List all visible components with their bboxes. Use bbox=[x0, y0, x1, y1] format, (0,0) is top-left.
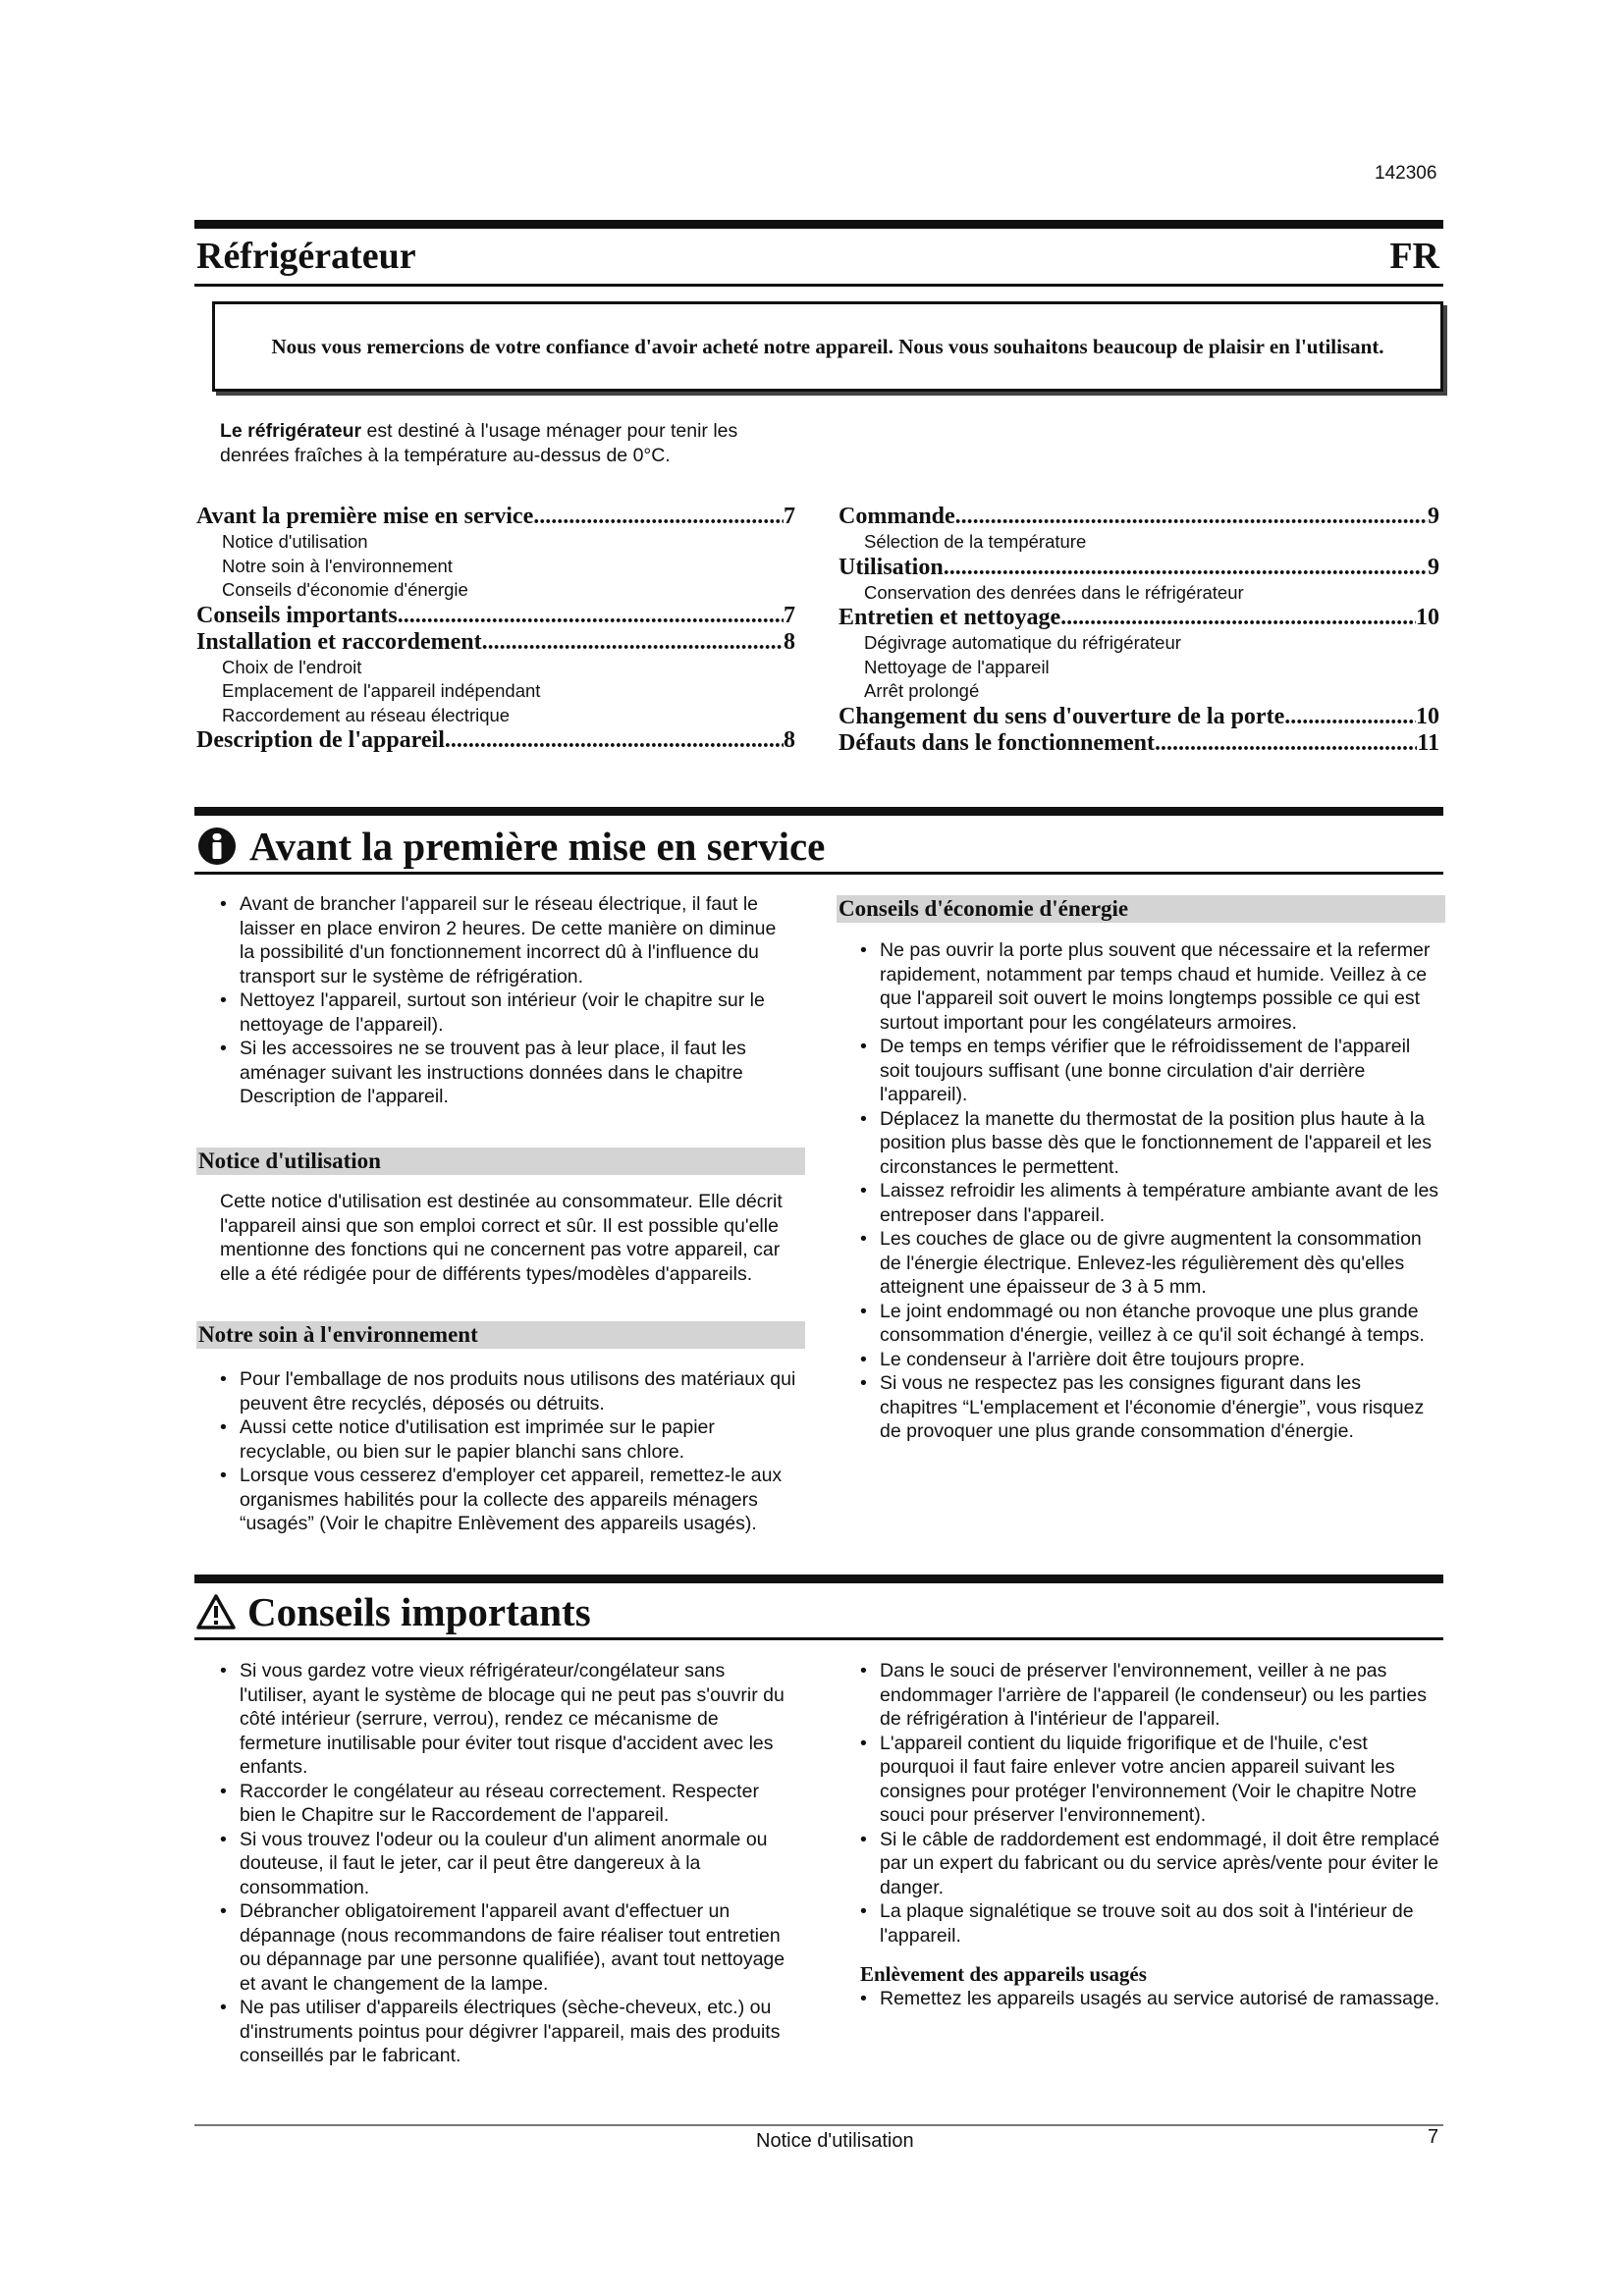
footer-rule bbox=[194, 2124, 1443, 2126]
section1-heading bbox=[196, 823, 825, 870]
list-item: • Raccorder le congélateur au réseau correctement. Respecter bien le Chapitre sur le Raccordement de l'appareil. bbox=[218, 1780, 795, 1828]
toc-subentry: Raccordement au réseau électrique bbox=[222, 704, 511, 725]
section1-underline bbox=[194, 872, 1443, 875]
section2-right-bullets bbox=[858, 1659, 1443, 1948]
toc-subentry: Arrêt prolongé bbox=[864, 680, 980, 701]
toc-page-number: 10 bbox=[1416, 605, 1439, 630]
list-item: • Si vous gardez votre vieux réfrigérateur/congélateur sans l'utiliser, ayant le système de blocage qui ne peut pas s'ouvrir du côté intérieur (serrure, verrou), rendez ce mécanisme de fermeture inutilisable pour éviter tout risque d'accident avec les enfants. bbox=[218, 1659, 795, 1780]
toc-entry-label: Avant la première mise en service bbox=[196, 504, 534, 529]
toc-subentry: Sélection de la température bbox=[864, 531, 1087, 552]
footer-label: Notice d'utilisation bbox=[756, 2130, 914, 2152]
toc-leader-dots bbox=[398, 603, 784, 629]
section2-rule bbox=[194, 1575, 1443, 1583]
removal-heading: Enlèvement des appareils usagés bbox=[860, 1962, 1147, 1986]
list-item: • Débrancher obligatoirement l'appareil avant d'effectuer un dépannage (nous recommandons de faire réaliser tout entretien ou dépannage par une personne qualifiée), avant tout nettoyage et avant le changement de la lampe. bbox=[218, 1899, 795, 1996]
toc-subentry: Notre soin à l'environnement bbox=[222, 555, 453, 576]
toc-entry-label: Défauts dans le fonctionnement bbox=[839, 729, 1155, 756]
toc-page-number: 11 bbox=[1417, 729, 1439, 756]
info-icon bbox=[196, 826, 238, 867]
energy-column bbox=[858, 938, 1443, 1444]
toc-leader-dots bbox=[955, 504, 1428, 530]
section1-title: Avant la première mise en service bbox=[249, 824, 826, 869]
toc-page-number: 8 bbox=[784, 628, 795, 655]
top-rule bbox=[194, 220, 1443, 229]
thanks-text: Nous vous remercions de votre confiance d'avoir acheté notre appareil. Nous vous souhaitons beaucoup de plaisir en l'utilisant. bbox=[271, 334, 1384, 358]
toc-leader-dots bbox=[1284, 704, 1416, 730]
title-row bbox=[196, 234, 1439, 279]
toc-page-number: 10 bbox=[1416, 703, 1439, 729]
intro-paragraph bbox=[220, 419, 809, 468]
toc-entry-label: Commande bbox=[839, 504, 955, 529]
toc-entry bbox=[839, 730, 1439, 757]
document-number: 142306 bbox=[1375, 163, 1437, 184]
toc-subentry: Conseils d'économie d'énergie bbox=[222, 579, 468, 600]
toc-entry bbox=[196, 727, 795, 754]
title-underline bbox=[194, 284, 1443, 287]
energy-bullets bbox=[858, 938, 1443, 1444]
removal-bullets bbox=[858, 1987, 1443, 2011]
list-item: • Avant de brancher l'appareil sur le réseau électrique, il faut le laisser en place environ 2 heures. De cette manière on diminue la possibilité d'un fonctionnement incorrect dû à l'influence du transport sur le système de réfrigération. bbox=[218, 892, 793, 988]
intro-bold: Le réfrigérateur bbox=[220, 420, 362, 442]
toc-entry-label: Conseils importants bbox=[196, 602, 398, 628]
intro-rest: est destiné à l'usage ménager pour tenir les denrées fraîches à la température au-dessus de 0°C. bbox=[220, 420, 738, 466]
list-item: • La plaque signalétique se trouve soit au dos soit à l'intérieur de l'appareil. bbox=[858, 1899, 1443, 1948]
toc-subentry: Notice d'utilisation bbox=[222, 531, 368, 552]
toc-leader-dots bbox=[533, 504, 784, 530]
section1-rule bbox=[194, 807, 1443, 816]
toc-page-number: 7 bbox=[784, 602, 795, 628]
toc-subentry: Choix de l'endroit bbox=[222, 656, 362, 677]
list-item: • Les couches de glace ou de givre augmentent la consommation de l'énergie électrique. Enlevez-les régulièrement dès qu'elles atteignent une épaisseur de 3 à 5 mm. bbox=[858, 1227, 1443, 1300]
toc-entry-label: Changement du sens d'ouverture de la porte bbox=[839, 703, 1285, 729]
toc-entry-label: Description de l'appareil bbox=[196, 727, 445, 753]
toc-page-number: 8 bbox=[784, 727, 795, 753]
list-item: • L'appareil contient du liquide frigorifique et de l'huile, c'est pourquoi il faut faire enlever votre ancien appareil suivant les consignes pour protéger l'environnement (Voir le chapitre Notre souci pour préserver l'environnement). bbox=[858, 1732, 1443, 1828]
section2-title: Conseils importants bbox=[247, 1589, 591, 1634]
toc-page-number: 9 bbox=[1428, 504, 1439, 529]
list-item: • Ne pas ouvrir la porte plus souvent que nécessaire et la refermer rapidement, notamment par temps chaud et humide. Veillez à ce que l'appareil soit ouvert le moins longtemps possible ce qui est surtout important pour les congélateurs armoires. bbox=[858, 938, 1443, 1035]
toc-entry bbox=[839, 504, 1439, 530]
toc-leader-dots bbox=[445, 727, 784, 754]
environment-bullets bbox=[218, 1367, 797, 1536]
list-item: • Pour l'emballage de nos produits nous utilisons des matériaux qui peuvent être recyclés, déposés ou détruits. bbox=[218, 1367, 797, 1415]
toc-leader-dots bbox=[1060, 605, 1416, 631]
toc-entry bbox=[839, 704, 1439, 730]
list-item: • Ne pas utiliser d'appareils électriques (sèche-cheveux, etc.) ou d'instruments pointus pour dégivrer l'appareil, mais des produits conseillés par le fabricant. bbox=[218, 1996, 795, 2068]
list-item: • Laissez refroidir les aliments à température ambiante avant de les entreposer dans l'appareil. bbox=[858, 1179, 1443, 1227]
section2-left-bullets bbox=[218, 1659, 795, 2068]
list-item: • Remettez les appareils usagés au service autorisé de ramassage. bbox=[858, 1987, 1443, 2011]
list-item: • Nettoyez l'appareil, surtout son intérieur (voir le chapitre sur le nettoyage de l'appareil). bbox=[218, 988, 793, 1037]
toc-entry bbox=[196, 504, 795, 530]
section2-underline bbox=[194, 1637, 1443, 1640]
toc-entry bbox=[196, 629, 795, 656]
section1-bullets bbox=[218, 892, 793, 1109]
toc-subentry: Nettoyage de l'appareil bbox=[864, 656, 1050, 677]
section1-left-column bbox=[218, 892, 793, 1109]
list-item: • Le condenseur à l'arrière doit être toujours propre. bbox=[858, 1348, 1443, 1372]
toc-entry bbox=[839, 605, 1439, 631]
page-title: Réfrigérateur bbox=[196, 236, 416, 277]
environment-subheading: Notre soin à l'environnement bbox=[196, 1321, 805, 1349]
toc-leader-dots bbox=[482, 629, 784, 656]
toc-subentry: Dégivrage automatique du réfrigérateur bbox=[864, 632, 1181, 653]
toc-entry-label: Installation et raccordement bbox=[196, 628, 482, 655]
notice-paragraph: Cette notice d'utilisation est destinée au consommateur. Elle décrit l'appareil ainsi que son emploi correct et sûr. Il est possible qu'elle mentionne des fonctions qui ne concernent pas votre appareil, car elle a été rédigée pour de différents types/modèles d'appareils. bbox=[220, 1191, 783, 1285]
toc-entry bbox=[839, 555, 1439, 581]
toc-subentry: Emplacement de l'appareil indépendant bbox=[222, 680, 541, 701]
thanks-box bbox=[212, 301, 1443, 392]
energy-subheading: Conseils d'économie d'énergie bbox=[837, 895, 1445, 923]
toc-entry-label: Entretien et nettoyage bbox=[839, 605, 1061, 630]
list-item: • Lorsque vous cesserez d'employer cet appareil, remettez-le aux organismes habilités pour la collecte des appareils ménagers “usagés” (Voir le chapitre Enlèvement des appareils usagés). bbox=[218, 1464, 797, 1536]
list-item: • Dans le souci de préserver l'environnement, veiller à ne pas endommager l'arrière de l'appareil (le condenseur) ou les parties de réfrigération à l'intérieur de l'appareil. bbox=[858, 1659, 1443, 1732]
list-item: • Si vous ne respectez pas les consignes figurant dans les chapitres “L'emplacement et l'économie d'énergie”, vous risquez de provoquer une plus grande consommation d'énergie. bbox=[858, 1371, 1443, 1444]
list-item: • Aussi cette notice d'utilisation est imprimée sur le papier recyclable, ou bien sur le papier blanchi sans chlore. bbox=[218, 1415, 797, 1464]
section2-right-column bbox=[858, 1659, 1443, 2011]
toc-leader-dots bbox=[944, 555, 1428, 581]
toc-entry-label: Utilisation bbox=[839, 554, 944, 580]
footer-page-number: 7 bbox=[1428, 2126, 1439, 2148]
notice-subheading: Notice d'utilisation bbox=[196, 1148, 805, 1175]
toc-page-number: 7 bbox=[784, 504, 795, 529]
section2-left-column bbox=[218, 1659, 795, 2068]
list-item: • Déplacez la manette du thermostat de la position plus haute à la position plus basse dès que le fonctionnement de l'appareil et les circonstances le permettent. bbox=[858, 1107, 1443, 1180]
toc-leader-dots bbox=[1155, 730, 1417, 757]
list-item: • Si le câble de raddordement est endommagé, il doit être remplacé par un expert du fabricant ou du service après/vente pour éviter le danger. bbox=[858, 1828, 1443, 1900]
toc-entry bbox=[196, 603, 795, 629]
list-item: • Si vous trouvez l'odeur ou la couleur d'un aliment anormale ou douteuse, il faut le jeter, car il peut être dangereux à la consommation. bbox=[218, 1828, 795, 1900]
list-item: • Le joint endommagé ou non étanche provoque une plus grande consommation d'énergie, veillez à ce qu'il soit échangé à temps. bbox=[858, 1300, 1443, 1348]
list-item: • Si les accessoires ne se trouvent pas à leur place, il faut les aménager suivant les instructions données dans le chapitre Description de l'appareil. bbox=[218, 1037, 793, 1109]
toc-left bbox=[196, 504, 795, 754]
list-item: • De temps en temps vérifier que le réfroidissement de l'appareil soit toujours suffisant (une bonne circulation d'air derrière l'appareil). bbox=[858, 1035, 1443, 1107]
language-code: FR bbox=[1389, 236, 1439, 277]
section2-heading bbox=[196, 1588, 591, 1635]
toc-right bbox=[839, 504, 1439, 757]
warning-icon bbox=[196, 1594, 236, 1629]
toc-page-number: 9 bbox=[1428, 554, 1439, 580]
toc-subentry: Conservation des denrées dans le réfrigérateur bbox=[864, 581, 1244, 603]
environment-column bbox=[218, 1367, 797, 1536]
